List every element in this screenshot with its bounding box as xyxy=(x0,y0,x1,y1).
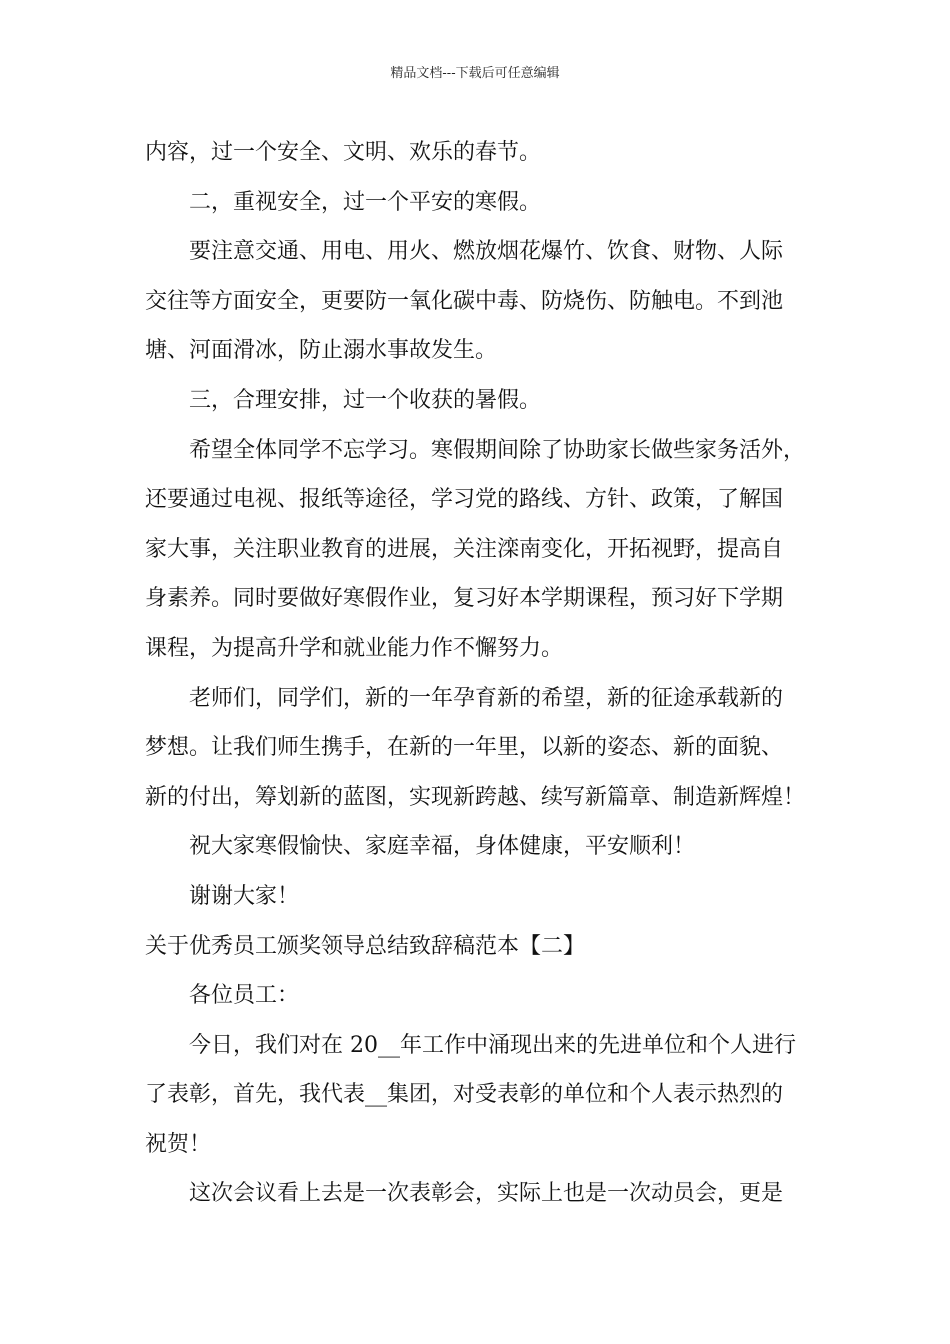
paragraph-line: 交往等方面安全，更要防一氧化碳中毒、防烧伤、防触电。不到池 xyxy=(145,288,784,314)
paragraph-line: 老师们，同学们，新的一年孕育新的希望，新的征途承载新的 xyxy=(189,685,784,711)
text-line: 内容，过一个安全、文明、欢乐的春节。 xyxy=(145,140,542,165)
paragraph-line: 了表彰，首先，我代表__集团，对受表彰的单位和个人表示热烈的 xyxy=(145,1082,784,1108)
document-body xyxy=(145,128,810,1219)
section-heading: 二，重视安全，过一个平安的寒假。 xyxy=(189,189,542,215)
paragraph-line: 新的付出，筹划新的蓝图，实现新跨越、续写新篇章、制造新辉煌！ xyxy=(145,784,806,810)
paragraph-line: 梦想。让我们师生携手，在新的一年里，以新的姿态、新的面貌、 xyxy=(145,735,784,761)
page-header: 精品文档---下载后可任意编辑 xyxy=(390,66,560,81)
salutation: 各位员工： xyxy=(189,983,300,1009)
paragraph-line: 祝大家寒假愉快、家庭幸福，身体健康，平安顺利！ xyxy=(189,834,696,860)
paragraph-line: 这次会议看上去是一次表彰会，实际上也是一次动员会，更是 xyxy=(189,1181,784,1207)
paragraph-line: 谢谢大家！ xyxy=(189,883,300,909)
paragraph-line: 还要通过电视、报纸等途径，学习党的路线、方针、政策，了解国 xyxy=(145,487,784,513)
paragraph-line: 祝贺！ xyxy=(145,1131,212,1157)
paragraph-line: 塘、河面滑冰，防止溺水事故发生。 xyxy=(145,338,498,364)
paragraph-line: 希望全体同学不忘学习。寒假期间除了协助家长做些家务活外， xyxy=(189,437,806,463)
section-heading: 三，合理安排，过一个收获的暑假。 xyxy=(189,387,542,413)
paragraph-line: 家大事，关注职业教育的进展，关注滦南变化，开拓视野，提高自 xyxy=(145,536,784,562)
paragraph-line: 身素养。同时要做好寒假作业，复习好本学期课程，预习好下学期 xyxy=(145,586,784,612)
paragraph-line: 要注意交通、用电、用火、燃放烟花爆竹、饮食、财物、人际 xyxy=(189,239,784,265)
paragraph-line: 课程，为提高升学和就业能力作不懈努力。 xyxy=(145,635,564,661)
document-title: 关于优秀员工颁奖领导总结致辞稿范本【二】 xyxy=(145,933,586,959)
paragraph-line: 今日，我们对在 20__年工作中涌现出来的先进单位和个人进行 xyxy=(189,1032,796,1058)
